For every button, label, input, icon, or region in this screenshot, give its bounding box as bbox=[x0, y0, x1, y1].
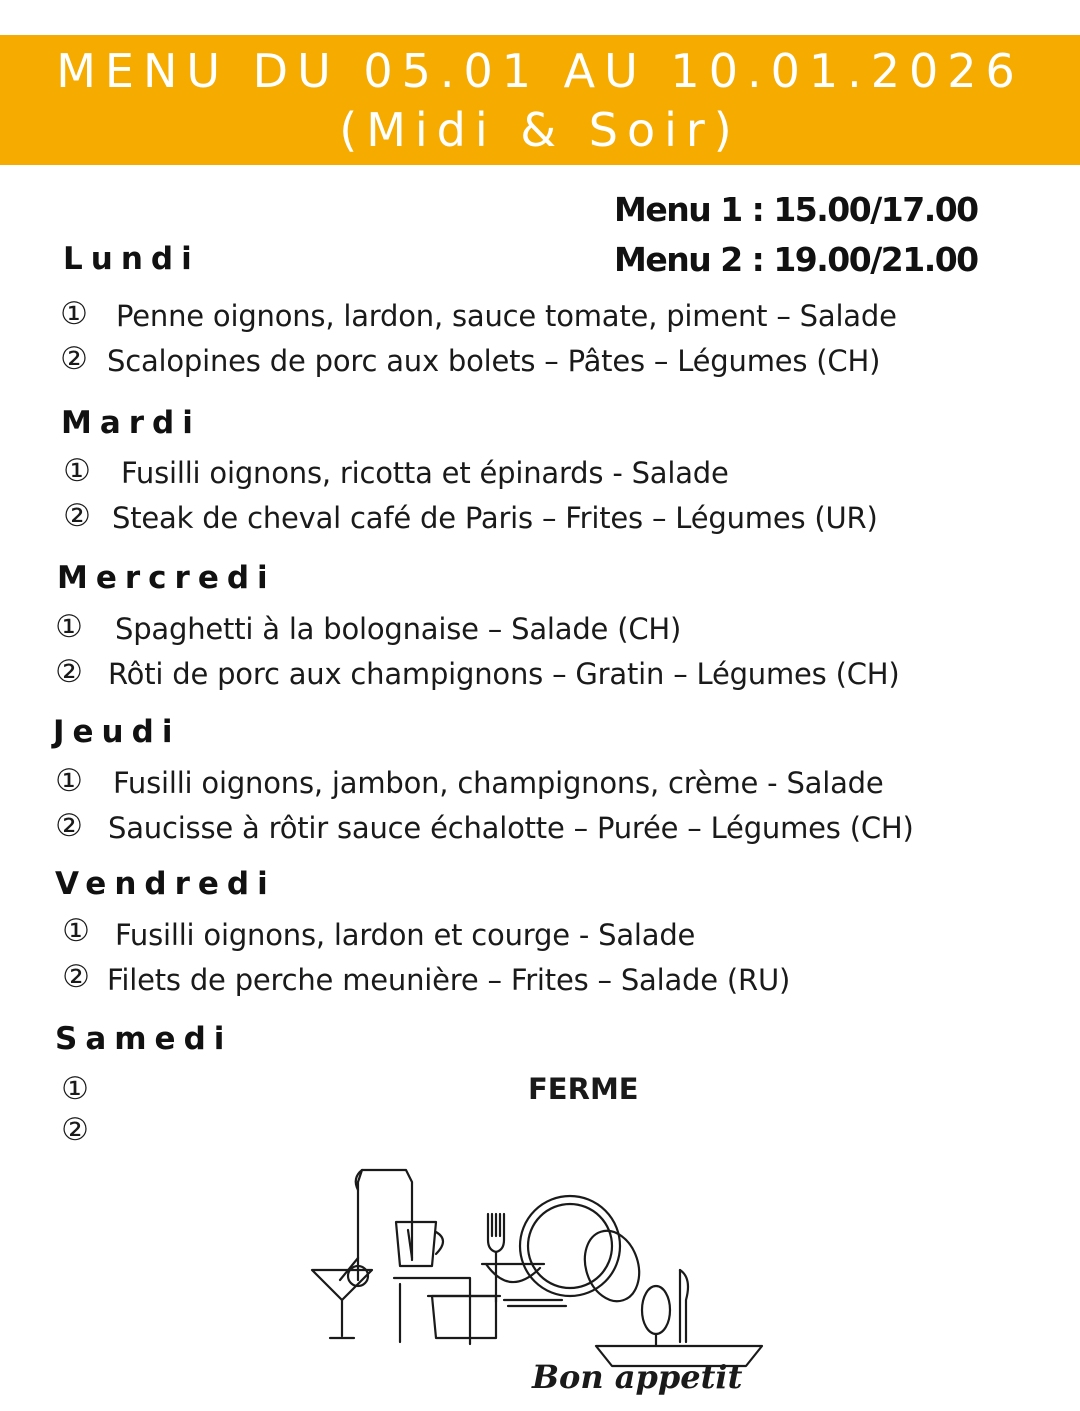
menu2-marker-icon: ② bbox=[61, 1112, 89, 1148]
jeudi-menu1: Fusilli oignons, jambon, champignons, crème - Salade bbox=[113, 766, 884, 800]
title-banner bbox=[0, 35, 1080, 165]
menu2-marker-icon: ② bbox=[55, 654, 83, 690]
menu1-marker-icon: ① bbox=[62, 913, 90, 949]
day-heading-mardi: Mardi bbox=[61, 405, 201, 441]
menu-subtitle: (Midi & Soir) bbox=[339, 103, 741, 157]
jeudi-menu2: Saucisse à rôtir sauce échalotte – Purée – Légumes (CH) bbox=[108, 811, 914, 845]
day-heading-samedi: Samedi bbox=[55, 1021, 233, 1057]
bon-appetit-signature: Bon appetit bbox=[532, 1358, 743, 1396]
menu1-hours: Menu 1 : 15.00/17.00 bbox=[614, 190, 978, 229]
lundi-menu1: Penne oignons, lardon, sauce tomate, piment – Salade bbox=[116, 299, 897, 333]
menu2-marker-icon: ② bbox=[60, 341, 88, 377]
menu2-marker-icon: ② bbox=[55, 808, 83, 844]
mercredi-menu2: Rôti de porc aux champignons – Gratin – Légumes (CH) bbox=[108, 657, 900, 691]
menu1-marker-icon: ① bbox=[61, 1071, 89, 1107]
samedi-closed-status: FERME bbox=[528, 1072, 639, 1106]
mercredi-menu1: Spaghetti à la bolognaise – Salade (CH) bbox=[115, 612, 682, 646]
day-heading-vendredi: Vendredi bbox=[55, 866, 276, 902]
menu2-hours: Menu 2 : 19.00/21.00 bbox=[614, 240, 978, 279]
lundi-menu2: Scalopines de porc aux bolets – Pâtes – Légumes (CH) bbox=[107, 344, 881, 378]
day-heading-jeudi: Jeudi bbox=[53, 714, 181, 750]
menu1-marker-icon: ① bbox=[55, 763, 83, 799]
mardi-menu2: Steak de cheval café de Paris – Frites – Légumes (UR) bbox=[112, 501, 878, 535]
menu1-marker-icon: ① bbox=[55, 609, 83, 645]
menu1-marker-icon: ① bbox=[60, 296, 88, 332]
day-heading-lundi: Lundi bbox=[63, 241, 200, 277]
menu-title: MENU DU 05.01 AU 10.01.2026 bbox=[56, 44, 1024, 98]
menu2-marker-icon: ② bbox=[63, 498, 91, 534]
vendredi-menu1: Fusilli oignons, lardon et courge - Salade bbox=[115, 918, 696, 952]
menu2-marker-icon: ② bbox=[62, 959, 90, 995]
menu1-marker-icon: ① bbox=[63, 453, 91, 489]
vendredi-menu2: Filets de perche meunière – Frites – Salade (RU) bbox=[107, 963, 791, 997]
mardi-menu1: Fusilli oignons, ricotta et épinards - Salade bbox=[121, 456, 729, 490]
day-heading-mercredi: Mercredi bbox=[57, 560, 276, 596]
